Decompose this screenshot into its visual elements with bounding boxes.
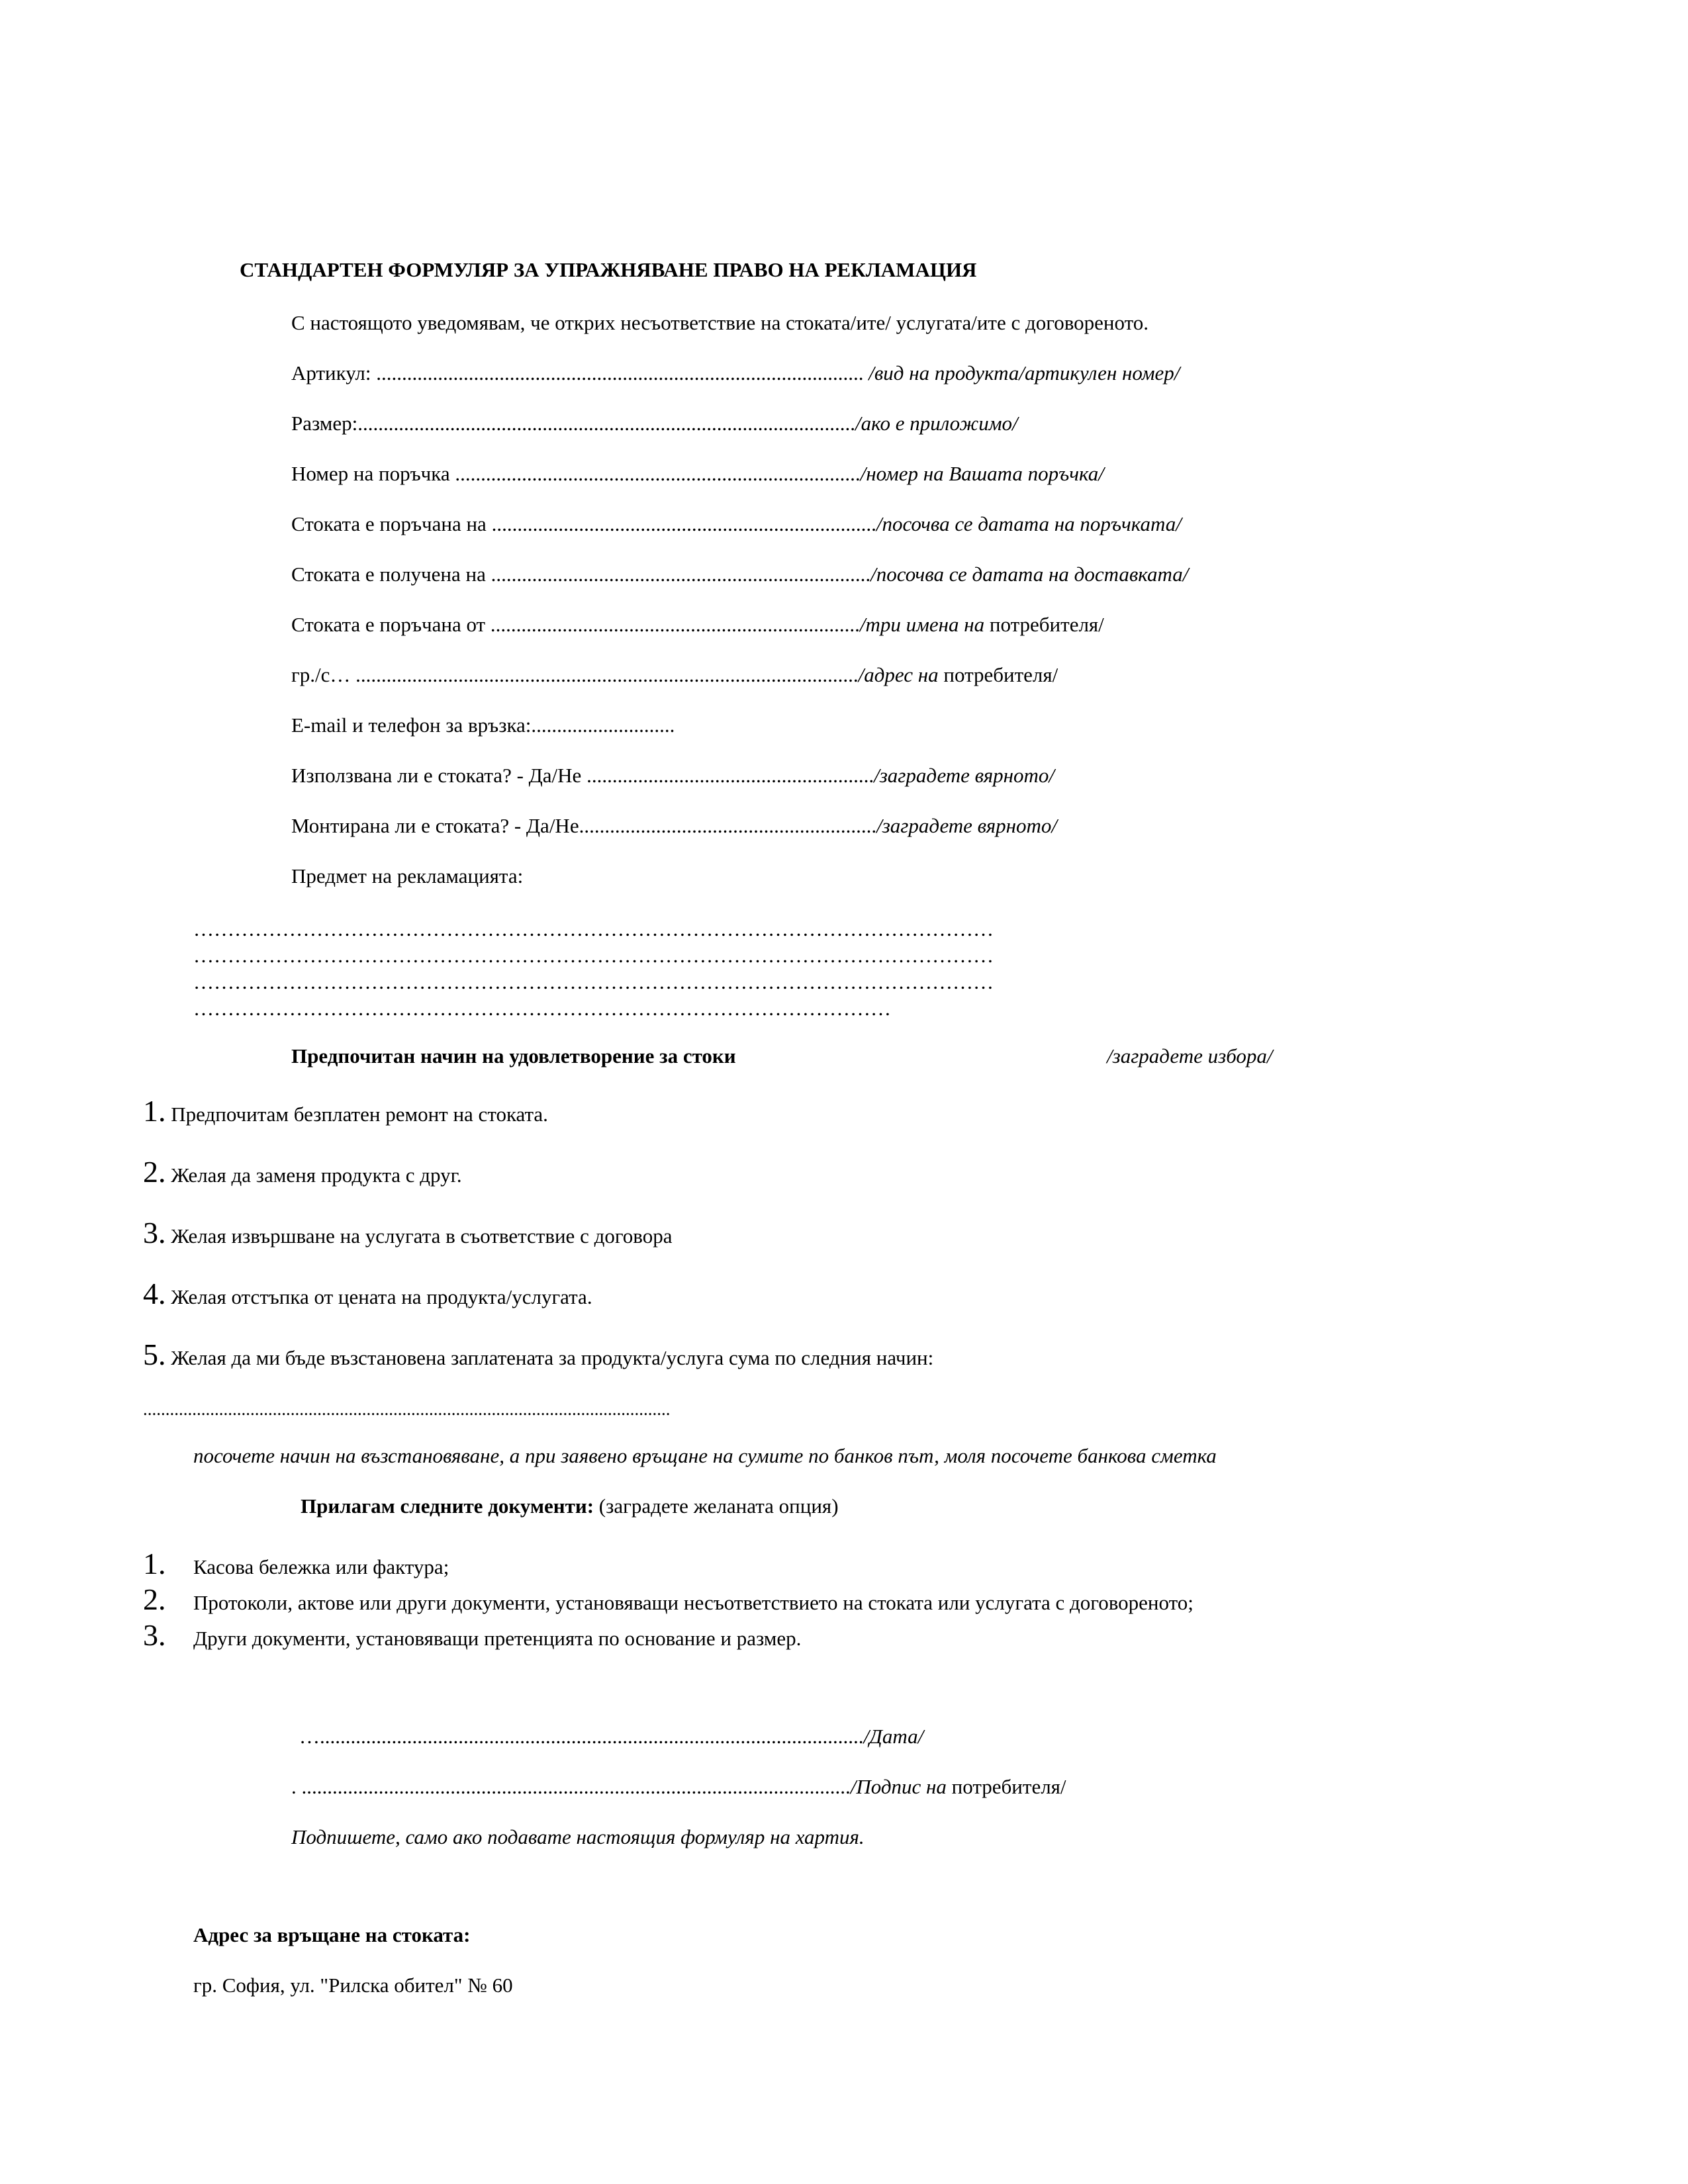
- document-number: 2.: [143, 1582, 166, 1616]
- option-text: Желая да ми бъде възстановена заплатената за продукта/услуга сума по следния начин:: [171, 1346, 934, 1369]
- option-item: [143, 1157, 462, 1187]
- document-text: Протоколи, актове или други документи, установяващи несъответствието на стоката или услугата с договореното;: [193, 1591, 1194, 1614]
- field-label: Предмет на рекламацията:: [291, 864, 524, 887]
- field-hint: /заградете вярното/: [874, 764, 1055, 787]
- intro-text: С настоящото уведомявам, че открих несъответствие на стоката/ите/ услугата/ите с договореното.: [291, 311, 1149, 334]
- option-item: [143, 1279, 592, 1309]
- field-hint: /посочва се датата на поръчката/: [876, 512, 1182, 535]
- documents-heading-label: Прилагам следните документи:: [301, 1494, 594, 1518]
- signature-field: [291, 1776, 1066, 1797]
- document-item: [143, 1620, 801, 1651]
- field-mounted: [291, 815, 1057, 836]
- field-label: Стоката е поръчана на ...........................................................................: [291, 512, 876, 535]
- field-size: [291, 413, 1018, 433]
- field-address: [291, 664, 1058, 685]
- field-label: Използвана ли е стоката? - Да/Не ........................................................: [291, 764, 874, 787]
- field-ordered-by: [291, 614, 1104, 635]
- option-text: Предпочитам безплатен ремонт на стоката.: [171, 1103, 548, 1126]
- signature-hint: /Подпис на: [850, 1775, 947, 1798]
- field-label: Размер:.................................................................................................: [291, 412, 856, 435]
- option-item: [143, 1096, 548, 1126]
- document-text: Други документи, установяващи претенцията по основание и размер.: [193, 1627, 802, 1650]
- return-address: гр. София, ул. "Рилска обител" № 60: [193, 1974, 513, 1997]
- field-hint: /номер на Вашата поръчка/: [860, 462, 1104, 485]
- signature-note: Подпишете, само ако подавате настоящия формуляр на хартия.: [291, 1825, 865, 1848]
- document-item: [143, 1549, 449, 1579]
- option-text: Желая отстъпка от цената на продукта/услугата.: [171, 1285, 592, 1308]
- date-line: …..........................................................................................................: [299, 1725, 864, 1748]
- field-label: E-mail и телефон за връзка:............................: [291, 713, 675, 737]
- option-number: 5.: [143, 1338, 166, 1371]
- complaint-line: …………………………………………………………………………………………: [193, 997, 891, 1020]
- document-item: [143, 1584, 1194, 1615]
- date-field: [299, 1726, 923, 1747]
- field-article: [291, 363, 1180, 383]
- field-order-date: [291, 514, 1182, 534]
- complaint-line: ………………………………………………………………………………………………………: [193, 944, 994, 967]
- document-text: Касова бележка или фактура;: [193, 1555, 449, 1578]
- option-number: 1.: [143, 1094, 166, 1128]
- field-received-date: [291, 564, 1188, 584]
- field-label: Стоката е поръчана от ........................................................................: [291, 613, 860, 636]
- field-subject: [291, 866, 523, 886]
- document-number: 3.: [143, 1618, 166, 1652]
- field-tail: потребителя/: [938, 663, 1058, 686]
- field-label: Номер на поръчка ...............................................................................: [291, 462, 861, 485]
- field-hint: /посочва се датата на доставката/: [870, 563, 1189, 586]
- field-hint: /заградете вярното/: [876, 814, 1058, 837]
- option-number: 2.: [143, 1155, 166, 1189]
- field-label: Артикул: ...............................................................................................: [291, 361, 869, 385]
- preferred-heading: Предпочитан начин на удовлетворение за стоки: [291, 1044, 736, 1068]
- option-text: Желая да заменя продукта с друг.: [171, 1163, 462, 1187]
- option-number: 4.: [143, 1277, 166, 1310]
- complaint-line: ………………………………………………………………………………………………………: [193, 970, 994, 993]
- field-label: Монтирана ли е стоката? - Да/Не..........................................................: [291, 814, 877, 837]
- refund-note: посочете начин на възстановяване, а при заявено връщане на сумите по банков път, моля посочете банкова сметка: [193, 1444, 1217, 1467]
- option-number: 3.: [143, 1216, 166, 1250]
- preferred-hint: /заградете избора/: [1107, 1044, 1273, 1068]
- documents-heading: [301, 1496, 839, 1516]
- date-hint: /Дата/: [863, 1725, 924, 1748]
- signature-tail: потребителя/: [946, 1775, 1066, 1798]
- document-title: СТАНДАРТЕН ФОРМУЛЯР ЗА УПРАЖНЯВАНЕ ПРАВО НА РЕКЛАМАЦИЯ: [240, 258, 977, 281]
- option-text: Желая извършване на услугата в съответствие с договора: [171, 1224, 673, 1248]
- field-label: гр./с… ..................................................................................................: [291, 663, 859, 686]
- field-order-number: [291, 463, 1104, 484]
- return-address-heading: Адрес за връщане на стоката:: [193, 1923, 471, 1946]
- field-contact: [291, 715, 675, 735]
- field-hint: /вид на продукта/артикулен номер/: [868, 361, 1180, 385]
- documents-heading-note: (заградете желаната опция): [594, 1494, 839, 1518]
- field-hint: /адрес на: [858, 663, 939, 686]
- field-hint: /три имена на: [859, 613, 985, 636]
- field-label: Стоката е получена на ..........................................................................: [291, 563, 871, 586]
- field-used: [291, 765, 1055, 786]
- option-item: [143, 1218, 672, 1248]
- field-hint: /ако е приложимо/: [855, 412, 1018, 435]
- refund-method-line: ......................................................................................................................: [143, 1399, 671, 1419]
- option-item: [143, 1340, 933, 1370]
- signature-line: . ...........................................................................................................: [291, 1775, 851, 1798]
- document-number: 1.: [143, 1547, 166, 1580]
- complaint-line: ………………………………………………………………………………………………………: [193, 917, 994, 940]
- field-tail: потребителя/: [984, 613, 1104, 636]
